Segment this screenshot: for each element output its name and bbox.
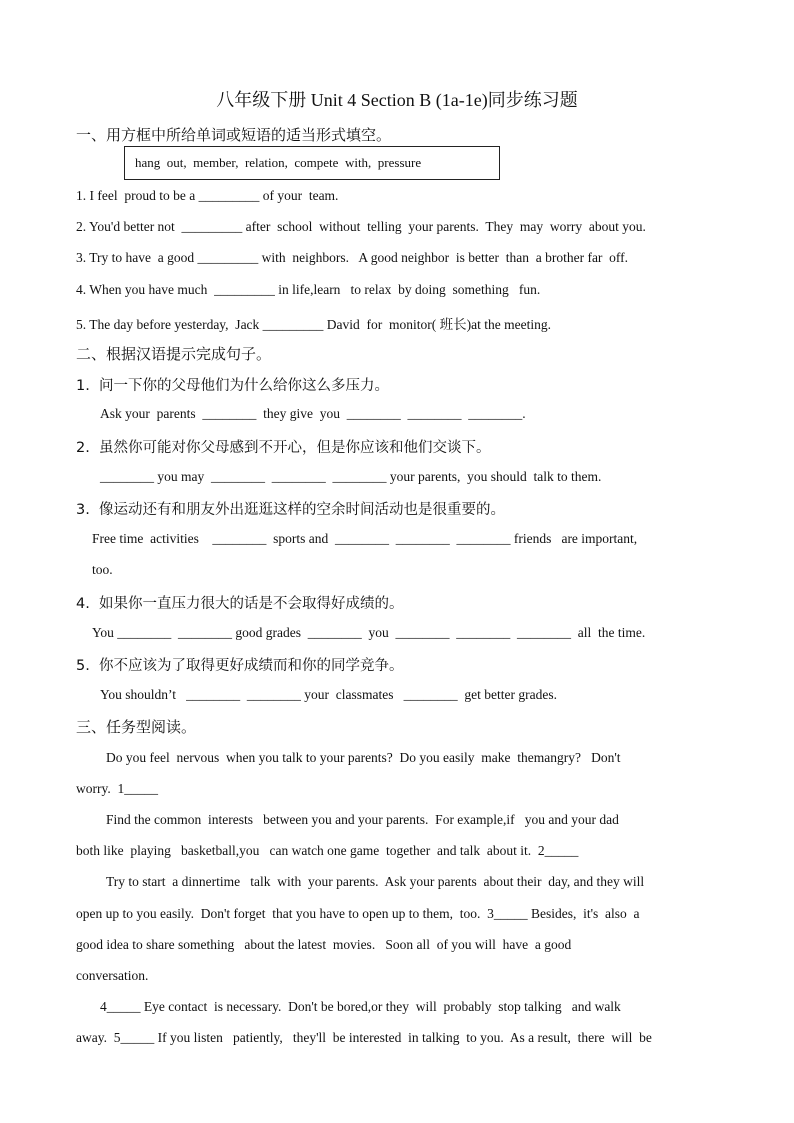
part3-heading: 三、任务型阅读。 — [76, 718, 197, 736]
part2-q1-english: Ask your parents ________ they give you ________ ________ ________. — [100, 406, 526, 421]
reading-line-6: open up to you easily. Don't forget that you have to open up to them, too. 3_____ Besides, it's also a — [76, 906, 640, 921]
part1-item-4: 4. When you have much _________ in life,learn to relax by doing something fun. — [76, 282, 541, 297]
part2-q3-english-cont: too. — [92, 562, 113, 577]
part2-q1-chinese: 1. 问一下你的父母他们为什么给你这么多压力。 — [76, 378, 390, 394]
reading-line-1: Do you feel nervous when you talk to your parents? Do you easily make themangry? Don't — [106, 750, 621, 765]
reading-line-9: 4_____ Eye contact is necessary. Don't be bored,or they will probably stop talking and walk — [100, 999, 621, 1014]
reading-line-2: worry. 1_____ — [76, 781, 158, 796]
reading-line-4: both like playing basketball,you can watch one game together and talk about it. 2_____ — [76, 843, 579, 858]
reading-line-10: away. 5_____ If you listen patiently, they'll be interested in talking to you. As a result, there will be — [76, 1030, 652, 1045]
word-box — [124, 146, 500, 180]
word-box-text: hang out, member, relation, compete with, pressure — [135, 155, 422, 170]
reading-line-8: conversation. — [76, 968, 149, 983]
part2-q5-chinese: 5. 你不应该为了取得更好成绩而和你的同学竞争。 — [76, 658, 404, 674]
part1-item-1: 1. I feel proud to be a _________ of your team. — [76, 188, 339, 203]
part2-q3-english: Free time activities ________ sports and ________ ________ ________ friends are important, — [92, 531, 638, 546]
part2-q2-english: ________ you may ________ ________ ________ your parents, you should talk to them. — [100, 469, 602, 484]
part2-q5-english: You shouldn’t ________ ________ your classmates ________ get better grades. — [100, 687, 557, 702]
part2-q4-english: You ________ ________ good grades ________ you ________ ________ ________ all the time. — [92, 625, 646, 640]
part2-q3-chinese: 3. 像运动还有和朋友外出逛逛这样的空余时间活动也是很重要的。 — [76, 502, 506, 518]
reading-line-5: Try to start a dinnertime talk with your parents. Ask your parents about their day, and they will — [106, 874, 645, 889]
part1-item-3: 3. Try to have a good _________ with neighbors. A good neighbor is better than a brother far off. — [76, 250, 629, 265]
part1-item-5: 5. The day before yesterday, Jack _________ David for monitor( 班长)at the meeting. — [76, 317, 551, 332]
part2-q4-chinese: 4. 如果你一直压力很大的话是不会取得好成绩的。 — [76, 596, 404, 612]
part1-item-2: 2. You'd better not _________ after school without telling your parents. They may worry about you. — [76, 219, 646, 234]
reading-line-3: Find the common interests between you and your parents. For example,if you and your dad — [106, 812, 619, 827]
reading-line-7: good idea to share something about the latest movies. Soon all of you will have a good — [76, 937, 572, 952]
part1-heading: 一、用方框中所给单词或短语的适当形式填空。 — [76, 126, 392, 144]
part2-heading: 二、根据汉语提示完成句子。 — [76, 345, 272, 363]
part2-q2-chinese: 2. 虽然你可能对你父母感到不开心，但是你应该和他们交谈下。 — [76, 440, 491, 456]
worksheet-title: 八年级下册 Unit 4 Section B (1a-1e)同步练习题 — [216, 90, 578, 110]
